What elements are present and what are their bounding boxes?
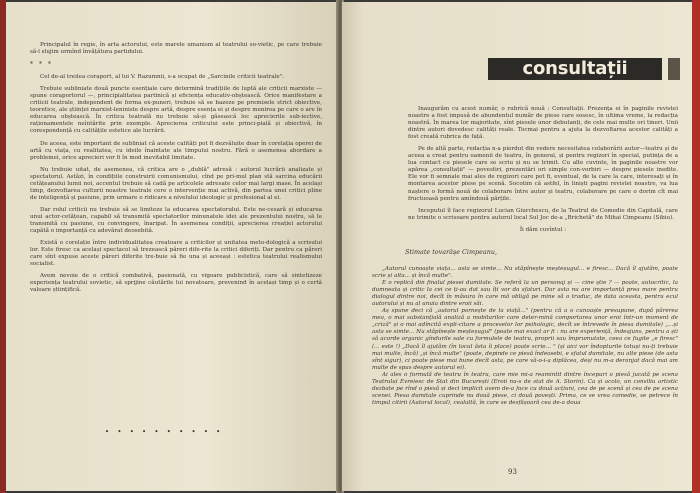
paragraph: Nu trebuie uitat, de asemenea, că critica are o „dublă" adresă : autorul lucrării analizate și spectatorul. Astăzi, în condițiile construirii comunismului, cînd pe pri-mul plan stă sarcina educării cetățeanului lumii noi, accentul trebuie să cadă pe articolele adresate celor mai largi mase. În același timp, dezvoltarea culturii noastre teatrale cere o intervenție mai activă, din partea unei critici pline de inteligență și pasiune, prin urmare o ridicare a nivelului ideologic și profesional al ei. <box>30 166 322 201</box>
section-header <box>488 52 682 82</box>
paragraph: Ai ales o formulă de teatru în teatru, care mie mi-a reamintit dintre începuri o piesă jucată pe scena Teatrului Evreiesc de Stat din București (Eroii nu-s de stat de A. Storin). Ca și acolo, un consiliu artistic dezbate pe rînd o piesă și deci implicit avem de-a face cu două acțiuni, cea de pe scenă și cea de pe scena scenei. Piesa dumitale cuprinde nu două piese, ci două povești. Prima, ce se vrea comedie, se petrece în timpul citirii (Autorul local), cealaltă, în care se desfășoară cea de-a doua <box>372 371 678 406</box>
paragraph: Trebuie subliniate două puncte esențiale care determină tradițiile de luptă ale criticii marxiste — spune coraportorul —, principialitatea partinică și eficiența educativ-obștească. Orice manifestare a criticii teatrale, independent de forma ex-puneri, trebuie să se bazeze pe premisele strict obiective, teoretice, ale științei marxist-leniniste despre artă, despre esența ei și despre menirea pe care o are în educarea obștească. În critica teatrală nu trebuie să-și găsească loc aprecierile sub-iective, raționamentele neîntărite prin exemple. Aprecierea criticului este princi-pială și obiectivă, în corespondență cu calitățile estetice ale lucrării. <box>30 86 322 135</box>
paragraph: Pe de altă parte, redacția n-a pierdut din vedere necesitatea colaborării autor—teatru și de aceea a creat pentru oamenii de teatru, în general, și pentru regizori în special, putința de a lua contact cu piesele care se scriu și nu se trimit. Cu alte cuvinte, în paginile noastre vor apărea „consultații" — povestiri, prezentări ori simple con-vorbiri — despre piesele inedite. Ele vor fi semnale mai ales de regizori care pot fi, eventual, de la care la care, interesați și în montarea acestor piese pe scenă. Socotim că astfel, în liniști pagini revistei noastre, va lua naștere o formă nouă de colaborare între autor și teatru, colaborare pe care o dorim cît mai fructuoasă pentru amîndouă părțile. <box>408 146 678 202</box>
paragraph: Aș spune deci că „autorul pornește de la viață..." (pentru că a o cunoaște presupune, după părerea mea, o mai substanțială analiză a mobilurilor care deter-mină comportarea unor eroi într-un moment de „criză" și o mai adîncită expli-citare a proceselor lor psihologic, decît se întrevede în piesa dumitale) „...și asta se simte... Nu stăpînește meșteșugul" (poate mai exact ar fi : nu are experiență, îndeajuns, pentru a ști să acorde organic gîndurile sale cu formulele de teatru, proprii sau împrumutate, ceea ce fugite „e firesc" (... este !) „Dacă îl ajutăm (în locul ăsta îi place) poate scrie... " (și aici vor îndopturile totuși nu-ți trebuie mai multe, încă) „și încă multe" (poate, depinde ce piesă îndeosebi, e sfatul dumitale, nu alte piese (de asta sînt sigur), ci poate piese mai bune decît asta, pe care vă-o-i-a diplăcea, deși nu m-a deranjat dacă mai am multe de spus despre autorul ei). <box>372 308 678 371</box>
paragraph: Inceputul îl face regizorul Lucian Giurchescu, de la Teatrul de Comedie din Capitală, care ne trimite o scrisoare pentru autorul local Sul Joc de-a „Brichetă" de Mihai Cimpeanu (Sibiu). <box>408 207 678 221</box>
letter-body <box>372 266 678 407</box>
paragraph: Principalul în regie, în arta actorului, este marele umanism al teatrului so-vietic, pe care trebuie să-l slujim urmînd învățătura partidului. <box>30 42 322 56</box>
letter-salutation: Stimate tovarășe Cimpeanu, <box>405 248 497 256</box>
paragraph: Dar rolul criticii nu trebuie să se limiteze la educarea spectatorului. Este ne-cesară și educarea unui actor-cetățean, capabil să transmită spectatorilor minunatele idei ale prezentului nostru, să le transmită cu pasiune, cu convingere, înaripat. În asemenea condiții, aprecierea creației actorului capătă o importanță cu adevărat deosebită. <box>30 206 322 235</box>
paragraph: E o replică din finalul piesei dumitale. Se referă la un personaj și — cine știe ? — poate, autocritic, la dumneata și critic la cei ce ți-au dat sau îți vor da sfaturi. Dar asta nu are importanță prea mare pentru dialogul dintre noi, decît în măsura în care mă obligă pe mine să o traduc, de data aceasta, pentru ecul autorului și nu al unuia dintre eroii săi. <box>372 280 678 308</box>
section-separator: * * * <box>30 61 53 69</box>
left-article-column <box>30 42 322 299</box>
right-intro-column <box>408 106 678 239</box>
section-title: consultații <box>488 58 662 80</box>
end-of-article-dots: • • • • • • • • • • <box>105 428 224 436</box>
paragraph: Există o corelație între individualitatea creatoare a criticilor și unitatea meto-dologică a scrisului lor. Este firesc ca același spectacol să trezească păreri dife-rite la critici diferiți. Dar pentru ca păreri care sînt expuse aceste păreri diferite tre-buie să fie una și aceeași : estetica teatrului realismului socialist. <box>30 240 322 268</box>
paragraph: Inaugurăm cu acest număr, o rubrică nouă : Consultații. Prezența ei în paginile revistei noastre a fost impusă de abundentul număr de piese care sosesc, în ultima vreme, la redacția noastră. În marea lor majoritate, sînt piesele unor debutanți, de cele mai multe ori tineri. Unii dintre autori dovedesc calități reale. Tocmai pentru a ajuta la dezvoltarea acestor calități a fost creată rubrica de față. <box>408 106 678 141</box>
paragraph: Îi dăm cuvîntul : <box>519 226 567 233</box>
right-cover-edge <box>692 0 700 493</box>
paragraph: „Autorul cunoaște viața... asta se simte... Nu stăpînește meșteșugul... e firesc... Dacă îl ajutăm, poate scrie și alta... și încă multe". <box>372 266 678 280</box>
header-bar-icon <box>668 58 680 80</box>
paragraph: De aceea, este important de subliniat că aceste calități pot fi dezvăluite doar în corelația operei de artă cu viața, cu realitatea, cu ideile înaintate ale timpului nostru. Fără o asemenea abordare a problemei, orice aprecieri vor fi în mod inevitabil limitate. <box>30 140 322 161</box>
page-number: 93 <box>508 468 517 476</box>
paragraph: Cel de-al treilea coraport, al lui V. Razumnii, s-a ocupat de „Sarcinile criticii teatrale". <box>40 74 284 81</box>
paragraph: Avem nevoie de o critică combativă, pasionată, cu vigoare publicistică, care să sintetizeze experiența teatrului sovietic, să sprijine căutările lui novatoare, prevenind în același timp și o certă valoare științifică. <box>30 273 322 294</box>
